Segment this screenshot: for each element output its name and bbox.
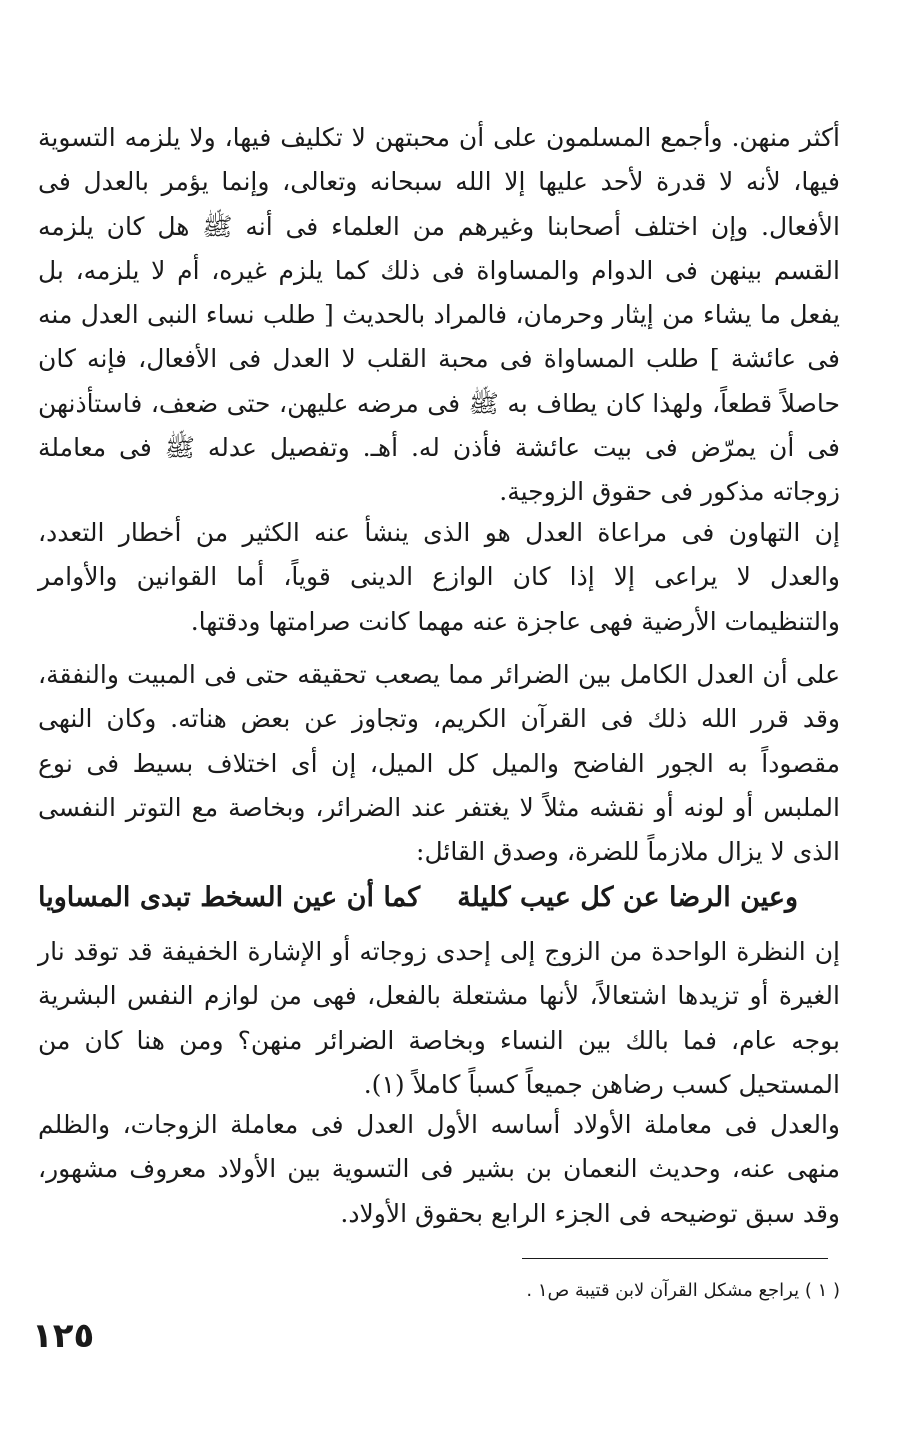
- paragraph-text: على أن العدل الكامل بين الضرائر مما يصعب تحقيقه حتى فى المبيت والنفقة، وقد قرر الله ذلك فى القرآن الكريم، وتجاوز عن بعض هناته. وكان النهى مقصوداً به الجور الفاضح والميل كل الميل، إن أى اختلاف بسيط فى نوع الملبس أو لونه أو نقشه مثلاً لا يغتفر عند الضرائر، وبخاصة مع التوتر النفسى الذى لا يزال ملازماً للضرة، وصدق القائل:: [38, 660, 840, 867]
- paragraph: [38, 1103, 840, 1236]
- poem-second-hemistich: كما أن عين السخط تبدى المساويا: [38, 882, 421, 913]
- page-number: ١٢٥: [32, 1316, 95, 1356]
- paragraph: [38, 511, 840, 644]
- paragraph: [38, 653, 840, 874]
- paragraph-text: والعدل فى معاملة الأولاد أساسه الأول العدل فى معاملة الزوجات، والظلم منهى عنه، وحديث النعمان بن بشير فى التسوية بين الأولاد معروف مشهور، وقد سبق توضيحه فى الجزء الرابع بحقوق الأولاد.: [38, 1110, 840, 1228]
- footnote: ( ١ ) يراجع مشكل القرآن لابن قتيبة ص١ .: [526, 1280, 840, 1301]
- footnote-divider: [522, 1258, 828, 1259]
- paragraph: [38, 930, 840, 1107]
- paragraph-text: أكثر منهن. وأجمع المسلمون على أن محبتهن لا تكليف فيها، ولا يلزمه التسوية فيها، لأنه لا قدرة لأحد عليها إلا الله سبحانه وتعالى، وإنما يؤمر بالعدل فى الأفعال. وإن اختلف أصحابنا وغيرهم من العلماء فى أنه ﷺ هل كان يلزمه القسم بينهن فى الدوام والمساواة فى ذلك كما يلزم غيره، أم لا يلزمه، بل يفعل ما يشاء من إيثار وحرمان، فالمراد بالحديث [ طلب نساء النبى العدل منه فى عائشة ] طلب المساواة فى محبة القلب لا العدل فى الأفعال، فإنه كان حاصلاً قطعاً، ولهذا كان يطاف به ﷺ فى مرضه عليهن، حتى ضعف، فاستأذنهن فى أن يمرّض فى بيت عائشة فأذن له. أهـ. وتفصيل عدله ﷺ فى معاملة زوجاته مذكور فى حقوق الزوجية.: [38, 123, 840, 507]
- poem-verse: [38, 875, 840, 921]
- poem-first-hemistich: وعين الرضا عن كل عيب كليلة: [457, 882, 798, 913]
- paragraph-text: إن النظرة الواحدة من الزوج إلى إحدى زوجاته أو الإشارة الخفيفة قد توقد نار الغيرة أو تزيدها اشتعالاً، لأنها مشتعلة بالفعل، فهى من لوازم النفس البشرية بوجه عام، فما بالك بين النساء وبخاصة الضرائر منهن؟ ومن هنا كان من المستحيل كسب رضاهن جميعاً كسباً كاملاً (١).: [38, 937, 840, 1099]
- paragraph-text: إن التهاون فى مراعاة العدل هو الذى ينشأ عنه الكثير من أخطار التعدد، والعدل لا يراعى إلا إذا كان الوازع الدينى قوياً، أما القوانين والأوامر والتنظيمات الأرضية فهى عاجزة عنه مهما كانت صرامتها ودقتها.: [38, 518, 840, 636]
- paragraph: [38, 116, 840, 515]
